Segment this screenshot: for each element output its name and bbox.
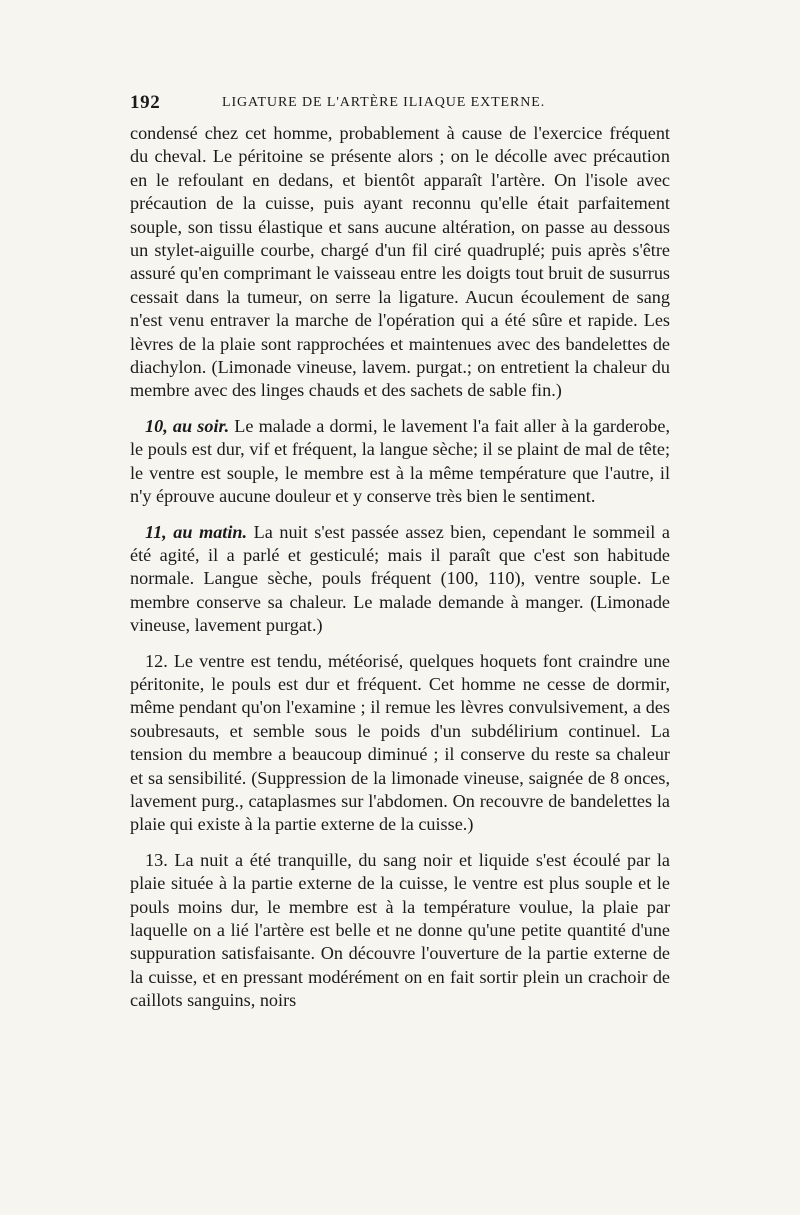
chapter-title: LIGATURE DE L'ARTÈRE ILIAQUE EXTERNE. [222, 95, 546, 110]
date-label: 11, au matin. [145, 521, 248, 542]
paragraph [130, 849, 670, 1013]
paragraph-text: condensé chez cet homme, probablement à cause de l'exercice fréquent du cheval. Le péritoine se présente alors ; on le décolle avec précaution en le refoulant en dedans, et bientôt apparaît l'artère. On l'isole avec précaution de la cuisse, puis ayant reconnu qu'elle était parfaitement souple, son tissu élastique et sans aucune altération, on passe au dessous un stylet-aiguille courbe, chargé d'un fil ciré quadruplé; puis après s'être assuré qu'en comprimant le vaisseau entre les doigts tout bruit de susurrus cessait dans la tumeur, on serre la ligature. Aucun écoulement de sang n'est venu entraver la marche de l'opération qui a été sûre et rapide. Les lèvres de la plaie sont rapprochées et maintenues avec des bandelettes de diachylon. (Limonade vineuse, lavem. purgat.; on entretient la chaleur du membre avec des linges chauds et des sachets de sable fin.) [130, 123, 670, 401]
book-page [130, 92, 670, 1013]
paragraph [130, 650, 670, 837]
paragraph [130, 122, 670, 403]
body-text [130, 122, 670, 1013]
running-head [130, 92, 670, 118]
paragraph [130, 521, 670, 638]
paragraph [130, 415, 670, 509]
date-label: 10, au soir. [145, 415, 230, 436]
page-number: 192 [130, 92, 161, 113]
paragraph-text: 13. La nuit a été tranquille, du sang noir et liquide s'est écoulé par la plaie située à la partie externe de la cuisse, le ventre est plus souple et le pouls moins dur, le membre est à la température voulue, la plaie par laquelle on a lié l'artère est belle et ne donne qu'une petite quantité d'une suppuration satisfaisante. On découvre l'ouverture de la partie externe de la cuisse, et en pressant modérément on en fait sortir plein un crachoir de caillots sanguins, noirs [130, 849, 670, 1011]
paragraph-text: 12. Le ventre est tendu, météorisé, quelques hoquets font craindre une péritonite, le pouls est dur et fréquent. Cet homme ne cesse de dormir, même pendant qu'on l'examine ; il remue les lèvres convulsivement, a des soubresauts, et semble sous le poids d'un subdélirium continuel. La tension du membre a beaucoup diminué ; il conserve du reste sa chaleur et sa sensibilité. (Suppression de la limonade vineuse, saignée de 8 onces, lavement purg., cataplasmes sur l'abdomen. On recouvre de bandelettes la plaie qui existe à la partie externe de la cuisse.) [130, 650, 670, 835]
paragraph-text: Le malade a dormi, le lavement l'a fait aller à la garderobe, le pouls est dur, vif et fréquent, la langue sèche; il se plaint de mal de tête; le ventre est souple, le membre est à la même température que l'autre, il n'y éprouve aucune douleur et y conserve très bien le sentiment. [130, 415, 671, 507]
paragraph-text: La nuit s'est passée assez bien, cependant le sommeil a été agité, il a parlé et gesticulé; mais il paraît que c'est son habitude normale. Langue sèche, pouls fréquent (100, 110), ventre souple. Le membre conserve sa chaleur. Le malade demande à manger. (Limonade vineuse, lavement purgat.) [130, 521, 670, 636]
